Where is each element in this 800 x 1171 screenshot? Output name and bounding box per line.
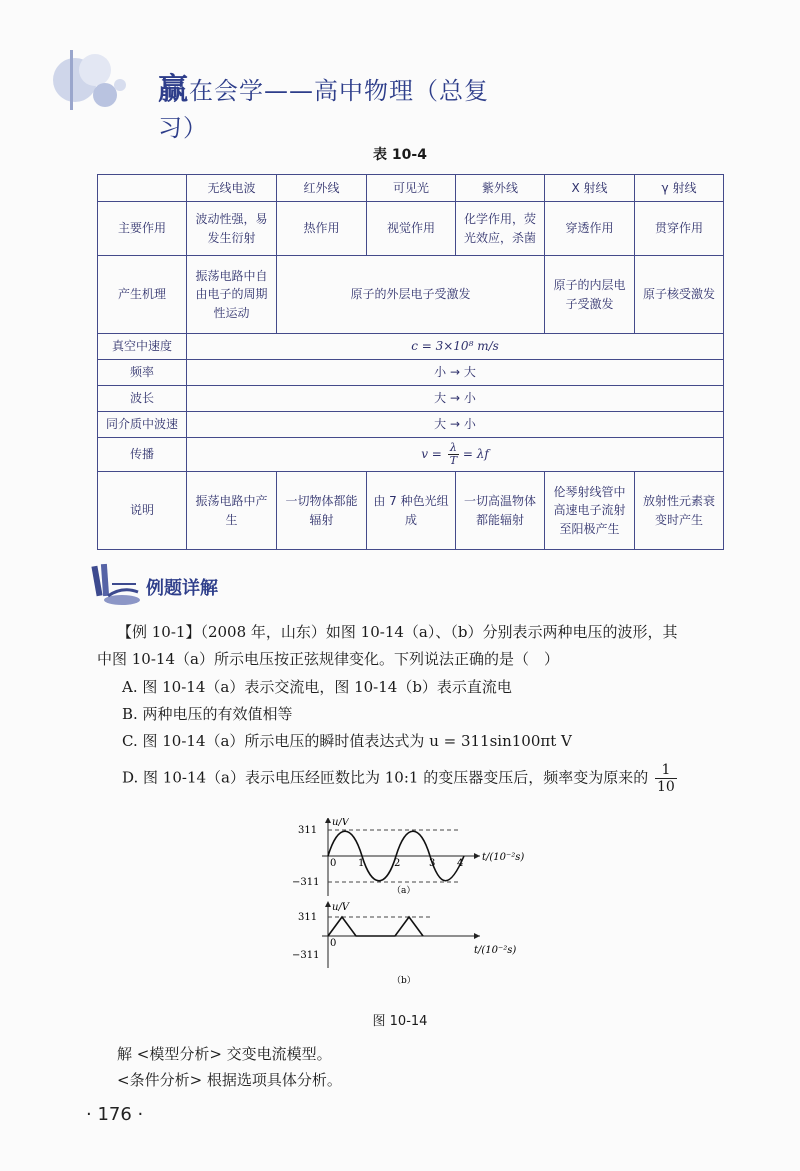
fraction-denominator: T bbox=[449, 454, 458, 467]
option-d-fraction bbox=[655, 762, 677, 795]
section-title: 例题详解 bbox=[146, 578, 218, 599]
fraction-denominator: 10 bbox=[657, 779, 675, 795]
row-label: 频率 bbox=[98, 360, 187, 386]
section-header bbox=[88, 562, 288, 612]
graph-a-zero: 0 bbox=[330, 858, 337, 869]
table-cell-merged: 原子的外层电子受激发 bbox=[277, 256, 545, 334]
header-cell bbox=[98, 175, 187, 202]
table-caption: 表 10-4 bbox=[373, 147, 427, 163]
table-row-mechanism bbox=[98, 256, 724, 334]
table-row-frequency bbox=[98, 360, 724, 386]
graph-a-tick-2: 2 bbox=[394, 858, 401, 869]
table-row-notes bbox=[98, 472, 724, 550]
row-label: 同介质中波速 bbox=[98, 412, 187, 438]
graph-a bbox=[292, 818, 524, 896]
header-title bbox=[158, 64, 500, 143]
table-cell: 穿透作用 bbox=[545, 202, 635, 256]
header-cell: 无线电波 bbox=[187, 175, 277, 202]
row-label: 主要作用 bbox=[98, 202, 187, 256]
graph-a-ybot: −311 bbox=[292, 877, 320, 888]
example-line-1: 【例 10-1】（2008 年，山东）如图 10-14（a）、（b）分别表示两种电压的波形，其 bbox=[117, 623, 678, 641]
header-cell: X 射线 bbox=[545, 175, 635, 202]
graph-b-xlabel: t/(10⁻²s) bbox=[474, 945, 517, 956]
table-cell: 原子的内层电子受激发 bbox=[545, 256, 635, 334]
example-line-2: 中图 10-14（a）所示电压按正弦规律变化。下列说法正确的是（ ） bbox=[97, 650, 559, 668]
row-label: 产生机理 bbox=[98, 256, 187, 334]
solution-line-2: <条件分析> 根据选项具体分析。 bbox=[117, 1071, 342, 1089]
graph-b-ytop: 311 bbox=[298, 912, 318, 923]
option-c: C. 图 10-14（a）所示电压的瞬时值表达式为 u = 311sin100πt V bbox=[122, 732, 572, 750]
header-cell: 紫外线 bbox=[456, 175, 545, 202]
header-cell: 可见光 bbox=[367, 175, 456, 202]
graph-b-x-arrow bbox=[474, 933, 480, 939]
row-label: 真空中速度 bbox=[98, 334, 187, 360]
table-cell-merged: 小 → 大 bbox=[187, 360, 724, 386]
row-label: 波长 bbox=[98, 386, 187, 412]
graph-b-y-arrow bbox=[325, 901, 331, 907]
figure-10-14 bbox=[290, 818, 550, 1028]
fraction-numerator: λ bbox=[448, 442, 459, 455]
graph-b-zero: 0 bbox=[330, 938, 337, 949]
option-d-text: D. 图 10-14（a）表示电压经匝数比为 10:1 的变压器变压后，频率变为原来的 bbox=[122, 768, 649, 787]
graph-a-tick-4: 4 bbox=[457, 858, 464, 869]
header-logo-icon bbox=[40, 40, 140, 120]
header-title-big: 赢 bbox=[158, 72, 189, 107]
table-cell: 伦琴射线管中高速电子流射至阳极产生 bbox=[545, 472, 635, 550]
section-icon bbox=[88, 562, 144, 610]
table-cell: 振荡电路中产生 bbox=[187, 472, 277, 550]
formula-tail: = λf bbox=[462, 447, 489, 461]
header-cell: 红外线 bbox=[277, 175, 367, 202]
option-b: B. 两种电压的有效值相等 bbox=[122, 705, 293, 723]
table-row-propagation bbox=[98, 438, 724, 472]
graph-a-xlabel: t/(10⁻²s) bbox=[482, 852, 525, 863]
option-a: A. 图 10-14（a）表示交流电，图 10-14（b）表示直流电 bbox=[122, 678, 512, 696]
table-cell: 贯穿作用 bbox=[635, 202, 724, 256]
graph-b bbox=[292, 901, 516, 986]
table-cell: 振荡电路中自由电子的周期性运动 bbox=[187, 256, 277, 334]
header-cell: γ 射线 bbox=[635, 175, 724, 202]
table-row-speed bbox=[98, 334, 724, 360]
fraction-numerator: 1 bbox=[655, 762, 677, 779]
table-row-wavelength bbox=[98, 386, 724, 412]
table-cell: 放射性元素衰变时产生 bbox=[635, 472, 724, 550]
graph-b-tag: （b） bbox=[392, 976, 416, 986]
formula-v: v = bbox=[421, 447, 442, 461]
table-header-row bbox=[98, 175, 724, 202]
graph-a-tick-3: 3 bbox=[429, 858, 436, 869]
em-spectrum-table bbox=[97, 174, 724, 550]
graph-a-tag: （a） bbox=[392, 886, 416, 896]
table-cell: 热作用 bbox=[277, 202, 367, 256]
row-label: 说明 bbox=[98, 472, 187, 550]
page-number: · 176 · bbox=[86, 1104, 144, 1125]
graph-a-y-arrow bbox=[325, 818, 331, 823]
figure-caption: 图 10-14 bbox=[372, 1014, 428, 1029]
graph-b-triangle-wave bbox=[328, 917, 423, 936]
table-cell-merged: 大 → 小 bbox=[187, 386, 724, 412]
table-cell: 波动性强，易发生衍射 bbox=[187, 202, 277, 256]
table-cell: 一切物体都能辐射 bbox=[277, 472, 367, 550]
table-cell-merged: 大 → 小 bbox=[187, 412, 724, 438]
table-cell: 由 7 种色光组成 bbox=[367, 472, 456, 550]
table-cell: 一切高温物体都能辐射 bbox=[456, 472, 545, 550]
page-header bbox=[40, 40, 500, 142]
header-title-rest: 在会学——高中物理（总复习） bbox=[158, 77, 489, 142]
table-row-medium-speed bbox=[98, 412, 724, 438]
graph-b-ylabel: u/V bbox=[332, 902, 350, 913]
solution-line-1: 解 <模型分析> 交变电流模型。 bbox=[117, 1045, 332, 1063]
option-d bbox=[122, 762, 677, 795]
graph-a-ylabel: u/V bbox=[332, 818, 350, 828]
table-row-main-role bbox=[98, 202, 724, 256]
row-label: 传播 bbox=[98, 438, 187, 472]
graph-a-ytop: 311 bbox=[298, 825, 318, 836]
formula-fraction bbox=[448, 442, 459, 467]
graph-a-tick-1: 1 bbox=[358, 858, 365, 869]
table-cell: 原子核受激发 bbox=[635, 256, 724, 334]
table-cell: 视觉作用 bbox=[367, 202, 456, 256]
graph-b-ybot: −311 bbox=[292, 950, 320, 961]
table-cell: 化学作用，荧光效应，杀菌 bbox=[456, 202, 545, 256]
table-cell-formula bbox=[187, 438, 724, 472]
table-cell-merged: c = 3×10⁸ m/s bbox=[187, 334, 724, 360]
graph-a-x-arrow bbox=[474, 853, 480, 859]
